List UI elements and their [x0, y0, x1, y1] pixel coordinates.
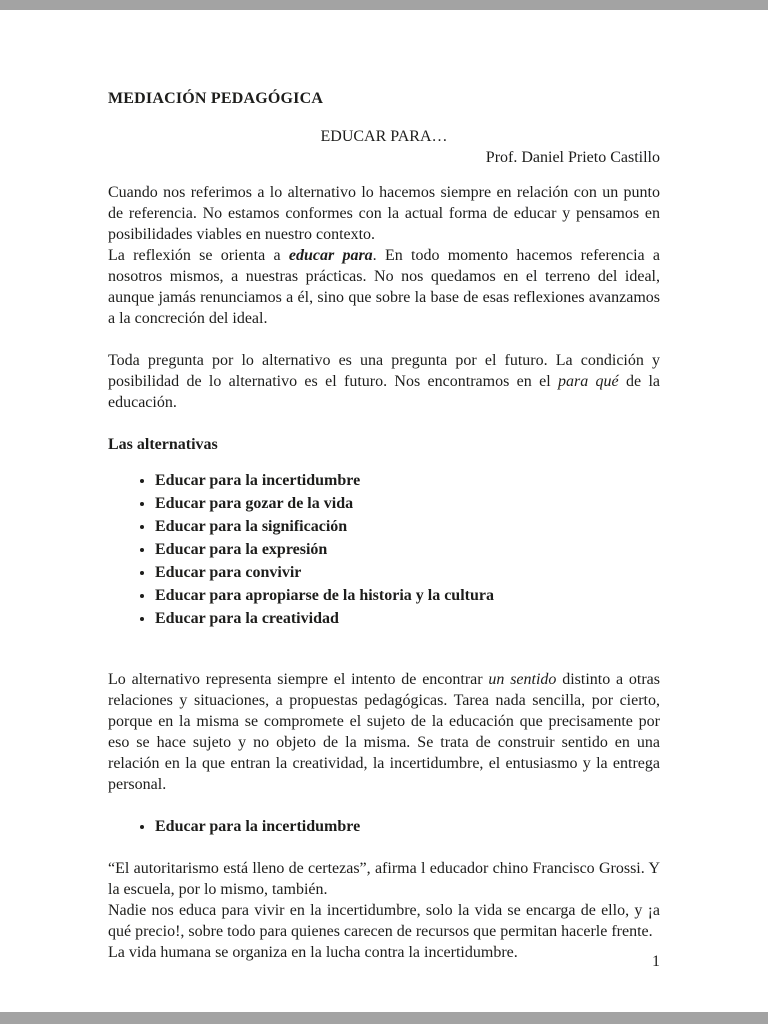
page-number: 1: [652, 953, 660, 970]
paragraph: [108, 669, 660, 795]
list-item: • Educar para convivir: [155, 562, 660, 583]
text-segment-italic: para qué: [557, 373, 619, 390]
paragraph: La vida humana se organiza en la lucha contra la incertidumbre.: [108, 944, 518, 961]
section-bullet-list: [108, 816, 660, 837]
alternatives-list: [108, 470, 660, 629]
author-byline: Prof. Daniel Prieto Castillo: [485, 149, 660, 166]
text-segment: de la educación.: [108, 373, 660, 411]
list-item: • Educar para la creatividad: [155, 608, 660, 629]
document-subtitle: EDUCAR PARA…: [320, 128, 448, 145]
paragraph: Nadie nos educa para vivir en la incertidumbre, solo la vida se encarga de ello, y ¡a qué precio!, sobre todo para quienes carecen de recursos que permitan hacerle frente.: [108, 902, 660, 940]
paragraph: [108, 350, 660, 413]
paragraph: “El autoritarismo está lleno de certezas”, afirma l educador chino Francisco Grossi. Y la escuela, por lo mismo, también.: [108, 860, 660, 898]
text-segment: distinto a otras relaciones y situaciones, a propuestas pedagógicas. Tarea nada sencilla, por cierto, porque en la misma se compromete el sujeto de la educación que precisamente por eso se hace sujeto y no objeto de la misma. Se trata de construir sentido en una relación en la que entran la creatividad, la incertidumbre, el entusiasmo y la entrega personal.: [108, 671, 661, 793]
text-segment: La reflexión se orienta a: [108, 247, 289, 264]
list-item: • Educar para apropiarse de la historia y la cultura: [155, 585, 660, 606]
text-segment-italic: un sentido: [488, 671, 557, 688]
list-item: • Educar para la incertidumbre: [155, 816, 660, 837]
paragraph: [108, 245, 660, 329]
document-page: [0, 10, 768, 1012]
paragraph: Cuando nos referimos a lo alternativo lo hacemos siempre en relación con un punto de referencia. No estamos conformes con la actual forma de educar y pensamos en posibilidades viables en nuestro contexto.: [108, 184, 660, 243]
section-heading: Las alternativas: [108, 436, 218, 453]
text-segment-emphasis: educar para: [288, 247, 373, 264]
list-item: • Educar para gozar de la vida: [155, 493, 660, 514]
document-title: MEDIACIÓN PEDAGÓGICA: [108, 90, 324, 107]
text-segment: . En todo momento hacemos referencia a nosotros mismos, a nuestras prácticas. No nos quedamos en el terreno del ideal, aunque jamás renunciamos a él, sino que sobre la base de esas reflexiones avanzamos a la concreción del ideal.: [108, 247, 660, 327]
list-item: • Educar para la significación: [155, 516, 660, 537]
list-item: • Educar para la incertidumbre: [155, 470, 660, 491]
text-segment: Lo alternativo representa siempre el intento de encontrar: [108, 671, 489, 688]
list-item: • Educar para la expresión: [155, 539, 660, 560]
text-segment: Toda pregunta por lo alternativo es una pregunta por el futuro. La condición y posibilidad de lo alternativo es el futuro. Nos encontramos en el: [108, 352, 660, 390]
